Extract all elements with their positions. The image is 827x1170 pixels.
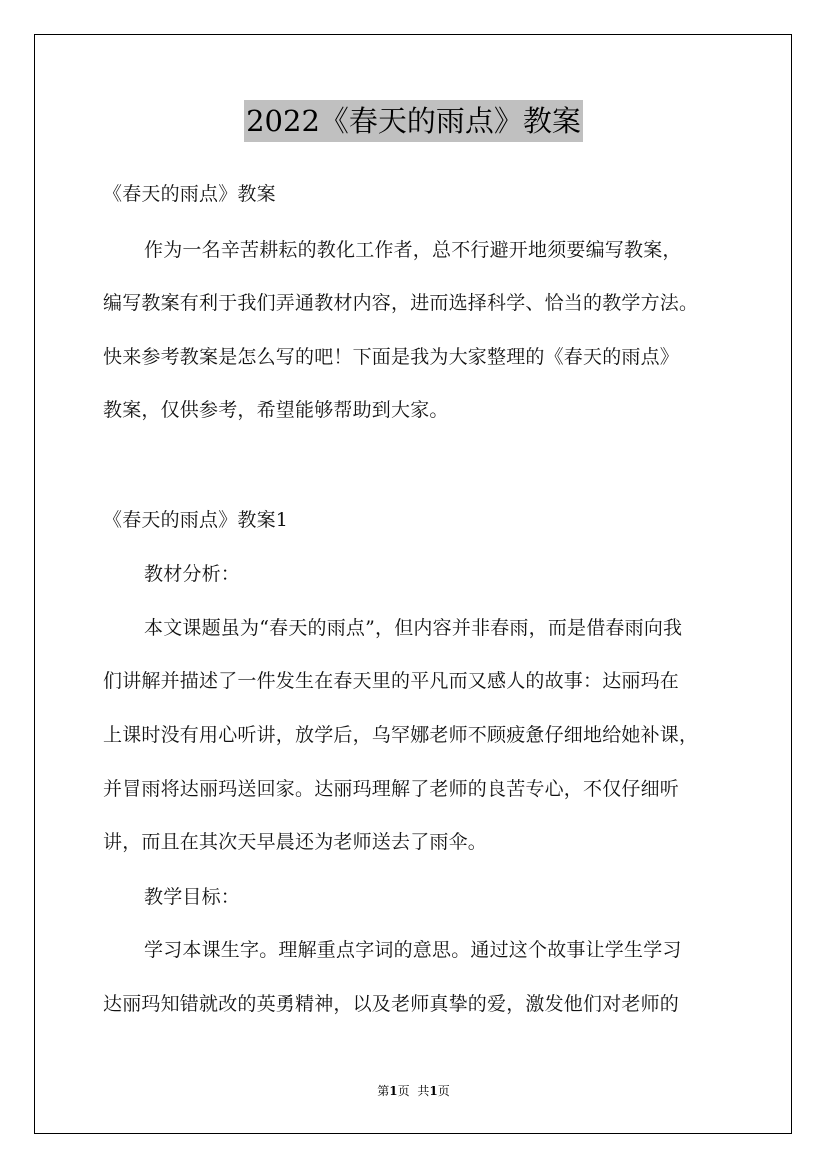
- section-heading: 《春天的雨点》教案1: [103, 509, 289, 531]
- intro-paragraph-line: 编写教案有利于我们弄通教材内容，进而选择科学、恰当的教学方法。: [103, 292, 699, 314]
- footer-page-number: 1: [389, 1084, 398, 1098]
- analysis-paragraph-line: 们讲解并描述了一件发生在春天里的平凡而又感人的故事：达丽玛在: [103, 670, 680, 692]
- goals-label: 教学目标：: [144, 886, 241, 908]
- intro-paragraph-line: 作为一名辛苦耕耘的教化工作者，总不行避开地须要编写教案，: [144, 239, 682, 261]
- goals-paragraph-line: 学习本课生字。理解重点字词的意思。通过这个故事让学生学习: [144, 939, 682, 961]
- intro-paragraph-line: 快来参考教案是怎么写的吧！下面是我为大家整理的《春天的雨点》: [103, 346, 680, 368]
- analysis-paragraph-line: 上课时没有用心听讲，放学后，乌罕娜老师不顾疲惫仔细地给她补课，: [103, 724, 699, 746]
- document-title-wrap: [0, 100, 827, 142]
- analysis-paragraph-line: 讲，而且在其次天早晨还为老师送去了雨伞。: [103, 831, 488, 853]
- footer-total-pages: 1: [429, 1084, 438, 1098]
- page-footer: [0, 1083, 827, 1099]
- intro-heading: 《春天的雨点》教案: [103, 183, 276, 205]
- document-title: 2022《春天的雨点》教案: [244, 100, 583, 142]
- analysis-label: 教材分析：: [144, 563, 241, 585]
- footer-total-suffix: 页: [437, 1084, 450, 1098]
- analysis-paragraph-line: 并冒雨将达丽玛送回家。达丽玛理解了老师的良苦专心，不仅仔细听: [103, 778, 680, 800]
- analysis-paragraph-line: 本文课题虽为“春天的雨点”，但内容并非春雨，而是借春雨向我: [144, 617, 683, 639]
- footer-page-suffix: 页: [397, 1084, 410, 1098]
- goals-paragraph-line: 达丽玛知错就改的英勇精神，以及老师真挚的爱，激发他们对老师的: [103, 993, 680, 1015]
- footer-page-prefix: 第: [377, 1084, 390, 1098]
- intro-paragraph-line: 教案，仅供参考，希望能够帮助到大家。: [103, 399, 449, 421]
- footer-total-prefix: 共: [417, 1084, 430, 1098]
